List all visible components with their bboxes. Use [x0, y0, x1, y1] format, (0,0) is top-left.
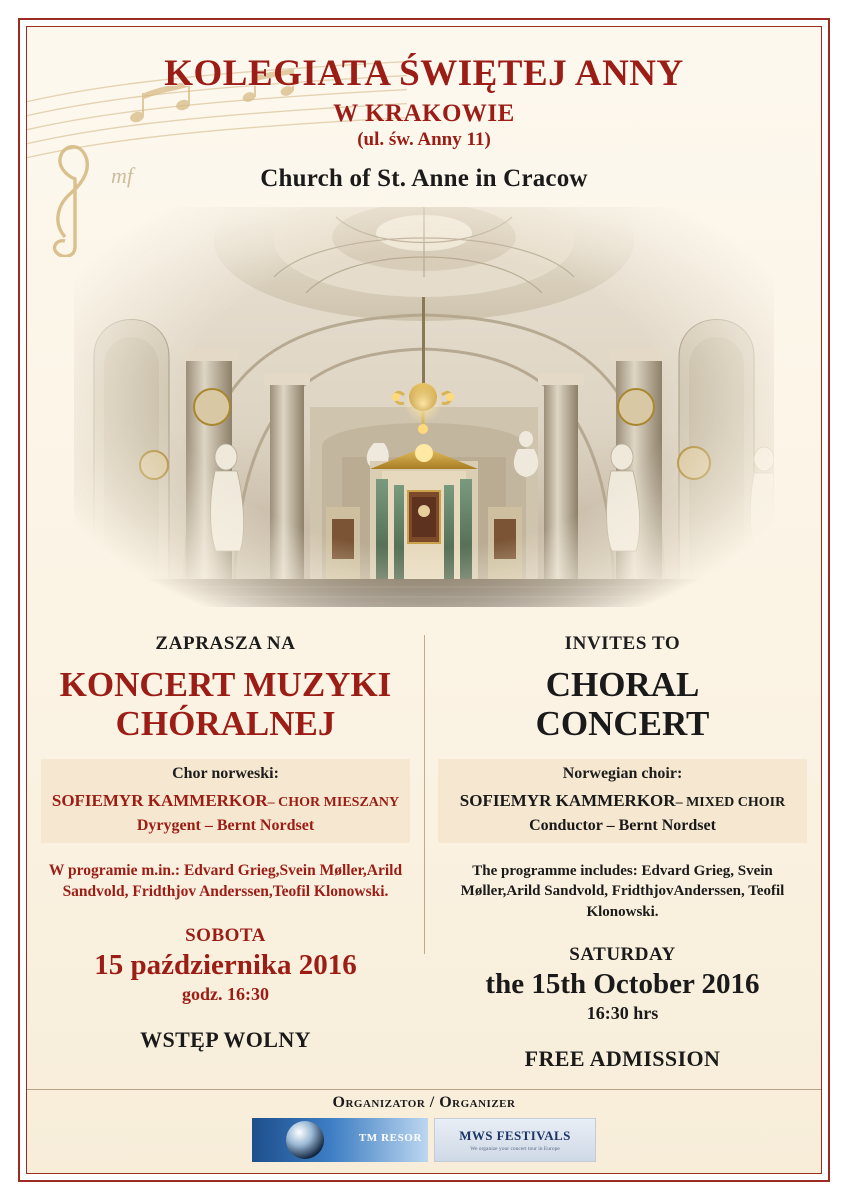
- choir-type-pl: – CHOR MIESZANY: [267, 795, 400, 811]
- choir-name-pl-text: SOFIEMYR KAMMERKOR: [51, 791, 268, 811]
- invites-label-pl: ZAPRASZA NA: [155, 632, 296, 654]
- concert-title-pl-line1: KONCERT MUZYKI: [59, 664, 392, 704]
- column-divider: [424, 635, 425, 954]
- mws-festivals-logo-text: MWS FESTIVALS: [459, 1128, 571, 1143]
- choir-band-pl: [41, 759, 410, 843]
- venue-title-en: Church of St. Anne in Cracow: [260, 164, 588, 192]
- choir-label-en: Norwegian choir:: [562, 765, 683, 783]
- organizer-logos: [27, 1118, 821, 1162]
- choir-name-pl: [47, 791, 404, 811]
- venue-title-pl: KOLEGIATA ŚWIĘTEJ ANNY: [164, 53, 684, 94]
- choir-label-pl: Chor norweski:: [172, 765, 279, 783]
- programme-pl: W programie m.in.: Edvard Grieg,Svein Møller,Arild Sandvold, Fridthjov Anderssen,Teofil Klonowski.: [48, 862, 403, 901]
- conductor-pl: Dyrygent – Bernt Nordset: [136, 817, 315, 835]
- concert-title-pl: [41, 665, 410, 743]
- column-polish: [27, 623, 424, 1072]
- choir-name-en-text: SOFIEMYR KAMMERKOR: [459, 791, 676, 811]
- concert-title-en: [438, 665, 807, 743]
- mws-festivals-tagline: We organize your concert tour in Europe: [470, 1146, 560, 1152]
- concert-title-en-line2: CONCERT: [535, 704, 710, 744]
- admission-pl: WSTĘP WOLNY: [140, 1027, 311, 1053]
- choir-band-en: [438, 759, 807, 843]
- day-pl: SOBOTA: [185, 925, 266, 947]
- content-columns: [27, 623, 821, 1072]
- poster-header: [27, 27, 821, 193]
- choir-name-en: [444, 791, 801, 811]
- footer-divider: [27, 1089, 821, 1090]
- tm-resor-disc-icon: [286, 1121, 324, 1159]
- church-interior-illustration: [74, 207, 774, 607]
- programme-en: The programme includes: Edvard Grieg, Svein Møller,Arild Sandvold, FridthjovAnderssen, Teofil Klonowski.: [460, 863, 785, 920]
- concert-title-pl-line2: CHÓRALNEJ: [115, 704, 336, 744]
- tm-resor-logo: [252, 1118, 428, 1162]
- poster-inner-frame: [26, 26, 822, 1174]
- time-pl: godz. 16:30: [182, 984, 269, 1005]
- admission-en: FREE ADMISSION: [524, 1045, 721, 1071]
- mws-festivals-logo: [434, 1118, 596, 1162]
- organizer-label: Organizator / Organizer: [332, 1094, 516, 1111]
- concert-title-en-line1: CHORAL: [545, 664, 700, 704]
- column-english: [424, 623, 821, 1072]
- date-en: the 15th October 2016: [485, 967, 760, 1000]
- time-en: 16:30 hrs: [586, 1002, 659, 1023]
- choir-type-en: – MIXED CHOIR: [675, 795, 786, 811]
- venue-address: (ul. św. Anny 11): [357, 128, 491, 150]
- svg-text:mf: mf: [111, 163, 133, 188]
- date-pl: 15 października 2016: [94, 949, 357, 982]
- church-interior-photo: [27, 207, 821, 617]
- poster-footer: [27, 1089, 821, 1173]
- conductor-en: Conductor – Bernt Nordset: [529, 817, 716, 835]
- invites-label-en: INVITES TO: [564, 632, 681, 654]
- venue-city-pl: W KRAKOWIE: [333, 99, 515, 127]
- day-en: SATURDAY: [569, 943, 676, 965]
- tm-resor-logo-text: TM RESOR: [358, 1132, 422, 1144]
